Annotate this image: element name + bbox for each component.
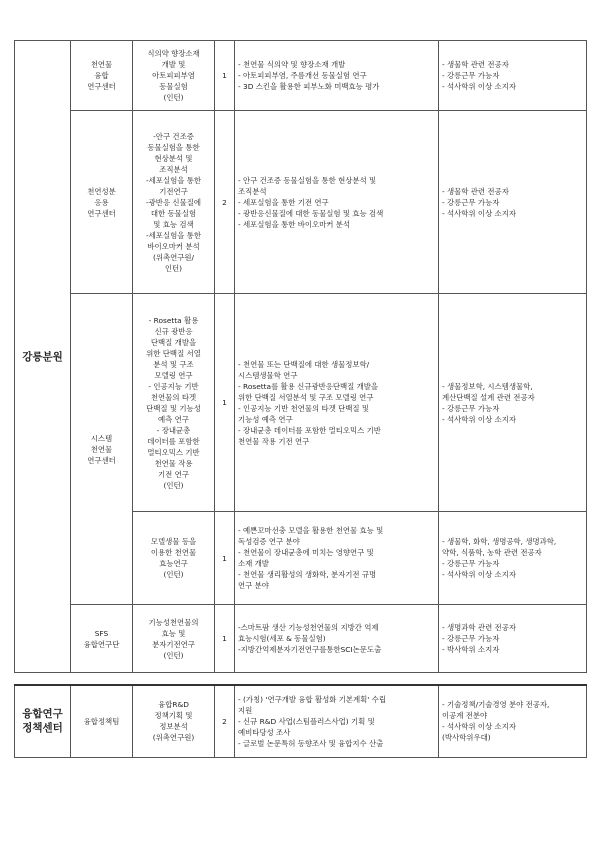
list-item: - 아토피피부염, 주름개선 동물실험 연구	[238, 71, 367, 80]
list-item: - Rosetta를 활용 신규광반응단백질 개발을	[238, 381, 379, 391]
list-item: - 천연물 식의약 및 향장소재 개발	[238, 60, 346, 69]
duty-description: 기능성천연물의 효능 및 분자기전연구 (인턴)	[133, 605, 215, 673]
list-item: - 3D 스킨을 활용한 피부노화 미백효능 평가	[238, 82, 380, 91]
list-item: - 생물학, 화학, 생명공학, 생명과학,	[442, 537, 557, 546]
work-content	[235, 111, 439, 294]
list-item: - 강릉근무 가능자	[442, 559, 500, 568]
list-item: - 석사학위 이상 소지자	[442, 82, 516, 91]
work-content	[235, 294, 439, 512]
recruitment-table-policy	[14, 684, 587, 758]
headcount: 1	[215, 294, 235, 512]
work-content	[235, 41, 439, 111]
requirements	[439, 605, 587, 673]
list-item: - 안구 건조증 동물실험을 통한 현상분석 및	[238, 175, 377, 185]
list-item: - 강릉근무 가능자	[442, 71, 500, 80]
list-item: - 광반응신물질에 대한 동물실험 및 효능 검색	[238, 208, 384, 218]
list-item: - (가칭) '연구개발 융합 활성화 기본계획' 수립	[238, 694, 386, 704]
list-item: - 박사학위 소지자	[442, 645, 500, 654]
list-item: 기능성 예측 연구	[238, 414, 293, 424]
work-content	[235, 605, 439, 673]
requirements	[439, 41, 587, 111]
list-item: - 천연물 생리활성의 생화학, 분자기전 규명	[238, 570, 377, 579]
list-item: - 글로벌 논문특허 동향조사 및 융합지수 산출	[238, 738, 384, 748]
list-item: - 생물정보학, 시스템생물학,	[442, 381, 533, 391]
table-row	[15, 605, 587, 673]
requirements	[439, 512, 587, 605]
list-item: -지방간억제분자기전연구를통한SCI논문도출	[238, 645, 382, 654]
duty-description: -안구 건조증 동물실험을 통한 현상분석 및 조직분석 -세포실험을 통한 기전연구 -광반응 신물질에 대한 동물실험 및 효능 검색 -세포실험을 통한 바이오마커 분석 (위촉연구원/ 인턴)	[133, 111, 215, 294]
table-row	[15, 685, 587, 757]
list-item: - 세포실험을 통한 바이오마커 분석	[238, 219, 351, 229]
list-item: 조직분석	[238, 186, 267, 196]
list-item: - 생물학 관련 전공자	[442, 60, 509, 69]
list-item: - 석사학위 이상 소지자	[442, 722, 516, 732]
list-item: - 강릉근무 가능자	[442, 403, 500, 413]
list-item: - 강릉근무 가능자	[442, 634, 500, 643]
list-item: 위한 단백질 서열분석 및 구조 모델링 연구	[238, 392, 374, 402]
list-item: - 생명과학 관련 전공자	[442, 623, 516, 632]
list-item: (박사학위우대)	[442, 733, 491, 743]
list-item: - 천연물 또는 단백질에 대한 생물정보학/	[238, 359, 370, 369]
list-item: - 강릉근무 가능자	[442, 197, 500, 207]
center-name: 시스템 천연물 연구센터	[71, 294, 133, 605]
list-item: 효능시험(세포 & 동물실험)	[238, 634, 326, 643]
requirements	[439, 294, 587, 512]
list-item: - 예쁜꼬마선충 모델을 활용한 천연물 효능 및	[238, 526, 384, 535]
headcount: 2	[215, 685, 235, 757]
division-label: 강릉분원	[15, 41, 71, 673]
center-name: 천연성분 응용 연구센터	[71, 111, 133, 294]
duty-description: 식의약 향장소재 개발 및 아토피피부염 동물실험 (인턴)	[133, 41, 215, 111]
division-label: 융합연구 정책센터	[15, 685, 71, 757]
list-item: - 장내균총 데이터를 포함한 멀티오믹스 기반	[238, 425, 381, 435]
list-item: 소재 개발	[238, 559, 269, 568]
list-item: 독성검증 연구 분야	[238, 537, 300, 546]
list-item: - 인공지능 기반 천연물의 타겟 단백질 및	[238, 403, 369, 413]
list-item: - 세포실험을 통한 기전 연구	[238, 197, 329, 207]
list-item: - 석사학위 이상 소지자	[442, 570, 516, 579]
work-content	[235, 685, 439, 757]
list-item: 시스템생물학 연구	[238, 370, 298, 380]
list-item: - 석사학위 이상 소지자	[442, 414, 516, 424]
list-item: 연구 분야	[238, 581, 269, 590]
center-name: 융합정책팀	[71, 685, 133, 757]
list-item: 천연물 작용 기전 연구	[238, 436, 310, 446]
table-row	[15, 294, 587, 512]
list-item: 약학, 식품학, 농학 관련 전공자	[442, 548, 542, 557]
duty-description: 모델생물 등을 이용한 천연물 효능연구 (인턴)	[133, 512, 215, 605]
headcount: 1	[215, 41, 235, 111]
list-item: - 천연물이 장내균총에 미치는 영향연구 및	[238, 548, 374, 557]
requirements	[439, 111, 587, 294]
center-name: 천연물 융합 연구센터	[71, 41, 133, 111]
headcount: 1	[215, 605, 235, 673]
work-content	[235, 512, 439, 605]
list-item: - 신규 R&D 사업(스팀플러스사업) 기획 및	[238, 716, 375, 726]
list-item: 이공계 전분야	[442, 711, 488, 721]
table-row	[15, 41, 587, 111]
list-item: - 생물학 관련 전공자	[442, 186, 509, 196]
list-item: 계산단백질 설계 관련 전공자	[442, 392, 535, 402]
headcount: 2	[215, 111, 235, 294]
center-name: SFS 융합연구단	[71, 605, 133, 673]
list-item: -스마트팜 생산 기능성천연물의 지방간 억제	[238, 623, 379, 632]
duty-description: - Rosetta 활용 신규 광반응 단백질 개발을 위한 단백질 서열 분석 및 구조 모델링 연구 - 인공지능 기반 천연물의 타겟 단백질 및 기능성 예측 연구 - 장내균총 데이터를 포함한 멀티오믹스 기반 천연물 작용 기전 연구 (인턴)	[133, 294, 215, 512]
list-item: - 석사학위 이상 소지자	[442, 208, 516, 218]
duty-description: 융합R&D 정책기획 및 정보분석 (위촉연구원)	[133, 685, 215, 757]
table-row	[15, 111, 587, 294]
headcount: 1	[215, 512, 235, 605]
list-item: 지원	[238, 705, 253, 715]
requirements	[439, 685, 587, 757]
list-item: 예비타당성 조사	[238, 727, 291, 737]
list-item: - 기술정책/기술경영 분야 전공자,	[442, 700, 550, 710]
recruitment-table-gangneung	[14, 40, 587, 673]
